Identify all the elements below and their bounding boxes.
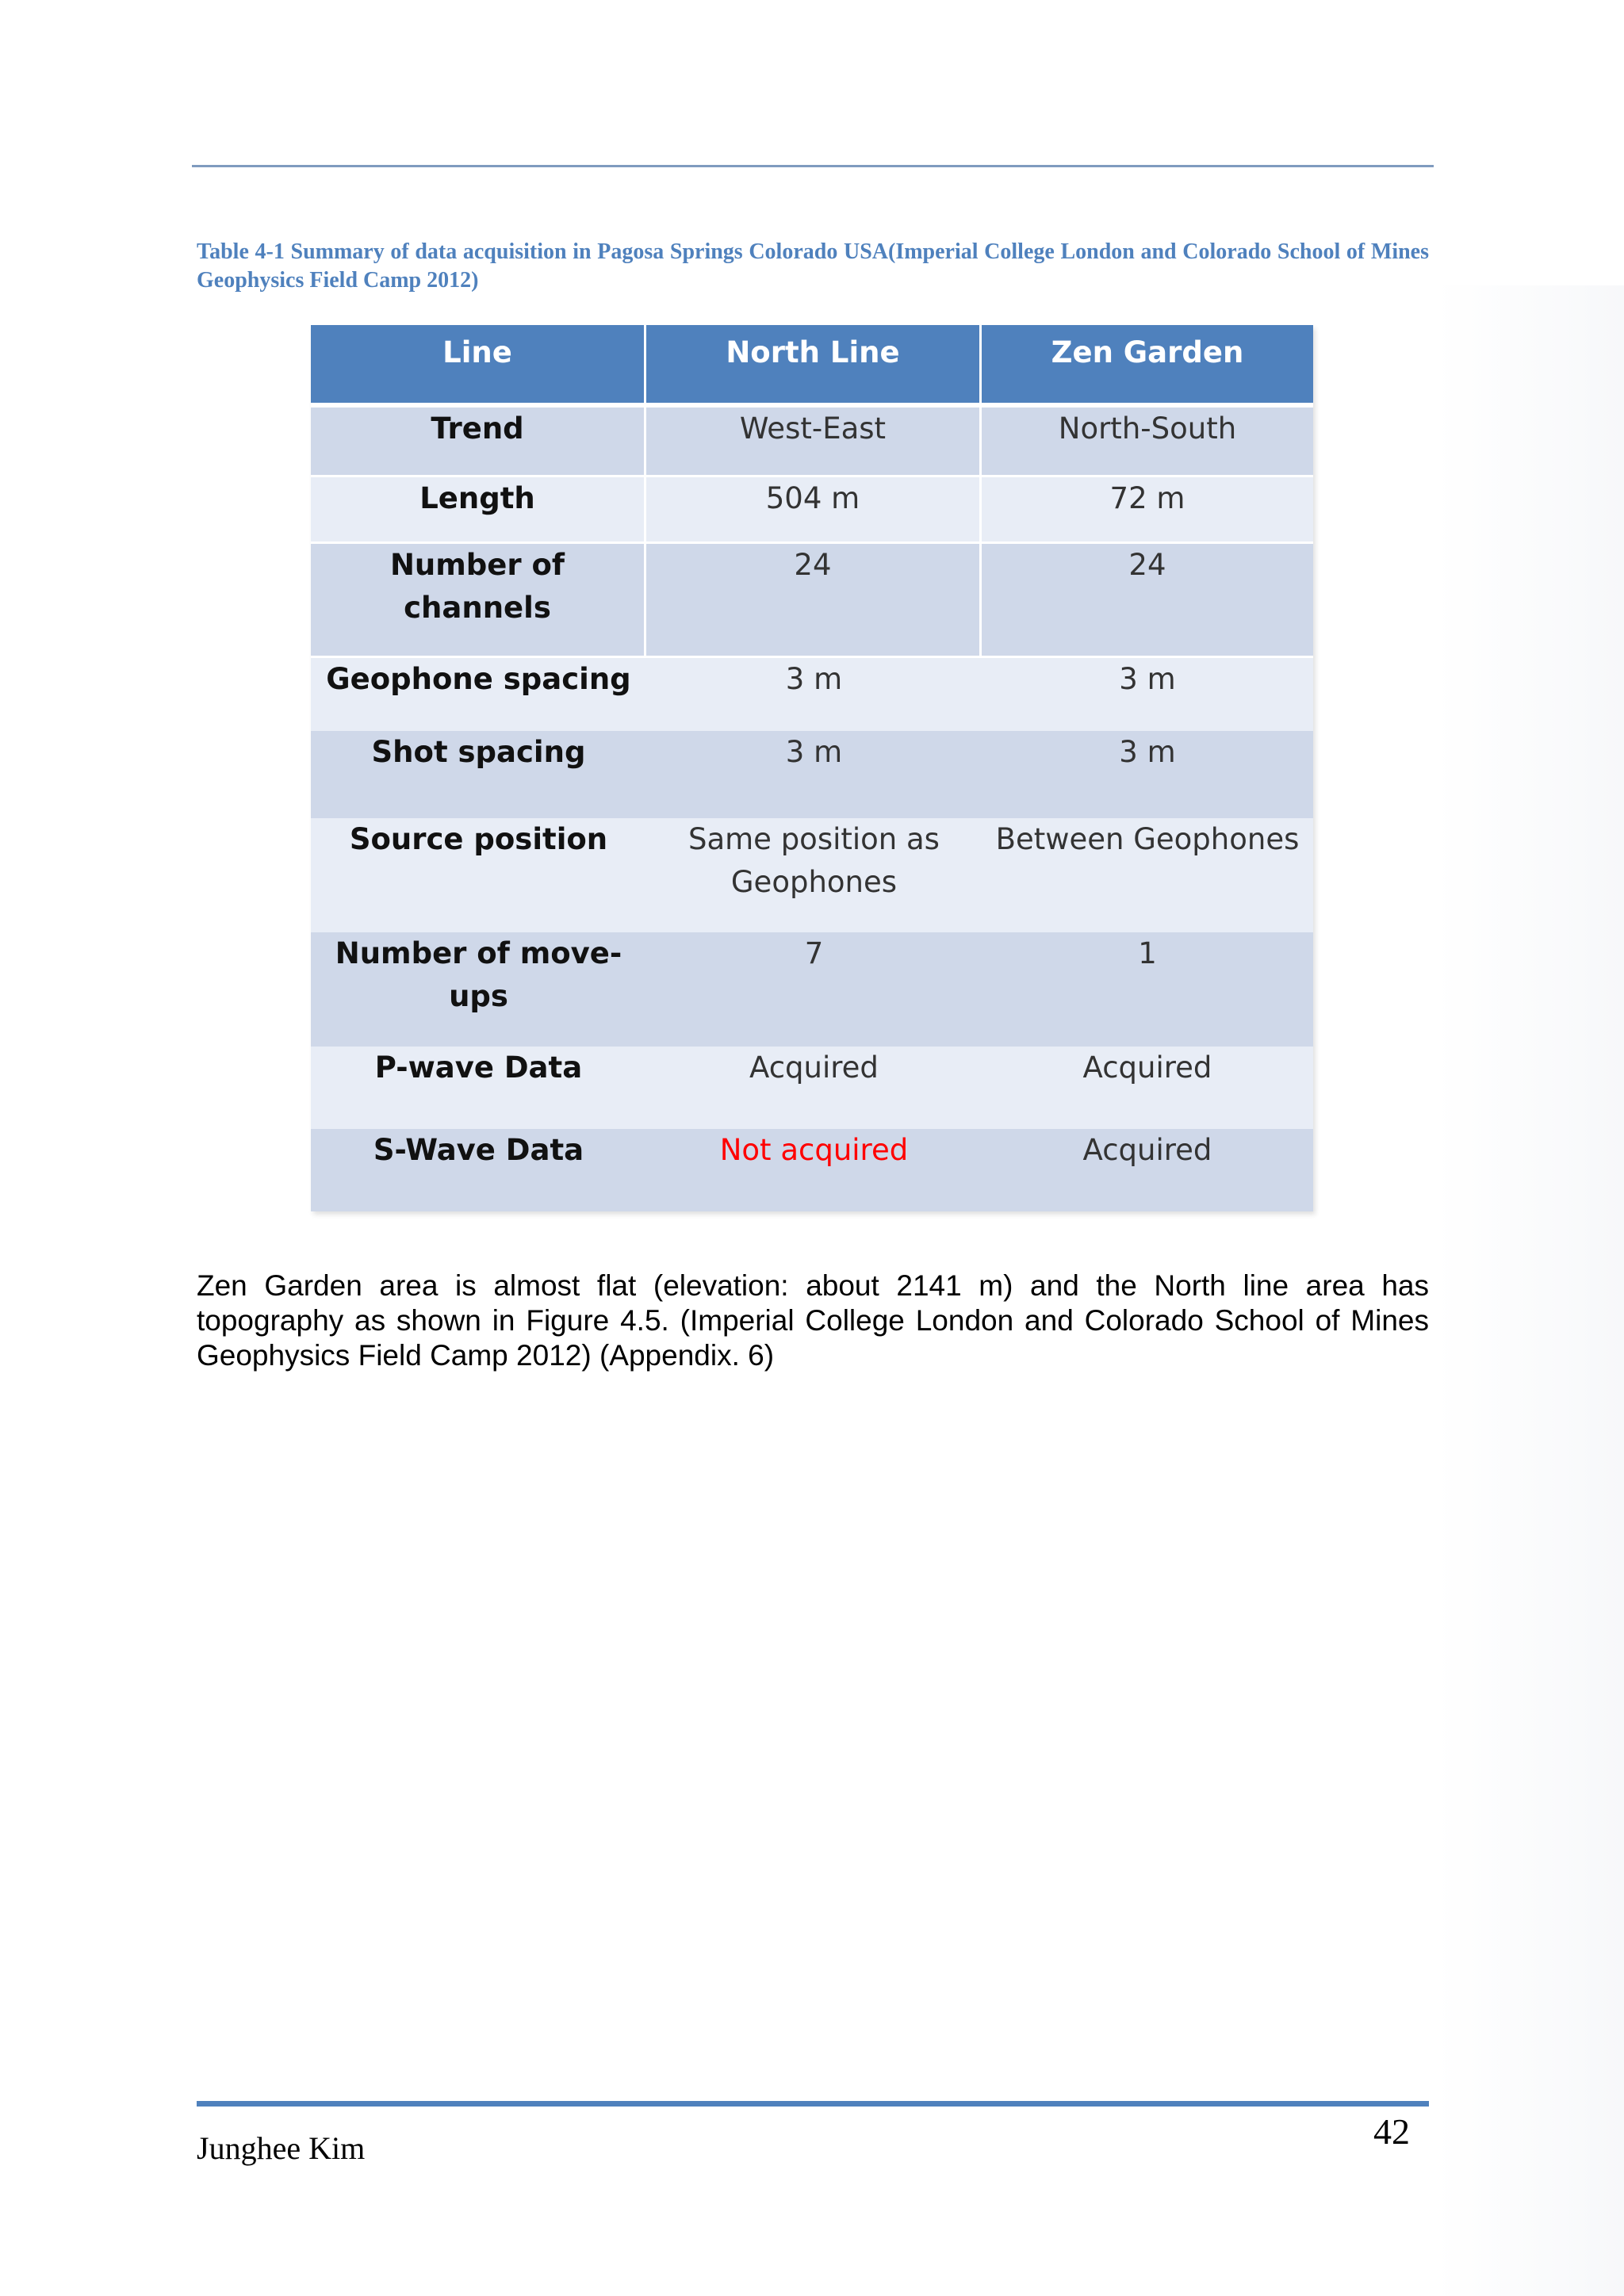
cell-north-p-wave: Acquired xyxy=(646,1047,982,1129)
cell-north-trend: West-East xyxy=(646,408,982,477)
footer-author: Junghee Kim xyxy=(197,2130,366,2166)
table-row xyxy=(311,477,1313,544)
table-caption: Table 4-1 Summary of data acquisition in Pagosa Springs Colorado USA(Imperial College London and Colorado School of Mines Geophysics Field Camp 2012) xyxy=(197,239,1429,293)
body-paragraph: Zen Garden area is almost flat (elevation: about 2141 m) and the North line area has topography as shown in Figure 4.5. (Imperial College London and Colorado School of Mines Geophysics Field Camp 2012) (Appendix. 6) xyxy=(197,1269,1429,1372)
row-label-p-wave: P-wave Data xyxy=(311,1047,646,1129)
page-edge-shade xyxy=(1435,285,1624,2296)
table-row xyxy=(311,818,1313,932)
cell-zen-channels: 24 xyxy=(982,544,1313,658)
row-label-shot-spacing: Shot spacing xyxy=(311,731,646,818)
cell-north-channels: 24 xyxy=(646,544,982,658)
row-label-source-position: Source position xyxy=(311,818,646,932)
row-label-move-ups: Number of move-ups xyxy=(311,932,646,1047)
cell-zen-s-wave: Acquired xyxy=(982,1129,1313,1211)
cell-zen-geophone-spacing: 3 m xyxy=(982,658,1313,731)
footer-rule xyxy=(197,2101,1429,2107)
cell-north-shot-spacing: 3 m xyxy=(646,731,982,818)
table-row xyxy=(311,731,1313,818)
data-acquisition-table xyxy=(311,325,1313,1211)
table-row xyxy=(311,932,1313,1047)
row-label-geophone-spacing: Geophone spacing xyxy=(311,658,646,731)
cell-zen-source-position: Between Geophones xyxy=(982,818,1313,932)
cell-north-source-position: Same position as Geophones xyxy=(646,818,982,932)
page-number: 42 xyxy=(1373,2111,1410,2152)
table-header-row xyxy=(311,325,1313,408)
table-row xyxy=(311,1047,1313,1129)
cell-north-geophone-spacing: 3 m xyxy=(646,658,982,731)
row-label-s-wave: S-Wave Data xyxy=(311,1129,646,1211)
cell-north-length: 504 m xyxy=(646,477,982,544)
cell-zen-shot-spacing: 3 m xyxy=(982,731,1313,818)
cell-north-s-wave: Not acquired xyxy=(646,1129,982,1211)
cell-zen-length: 72 m xyxy=(982,477,1313,544)
cell-north-move-ups: 7 xyxy=(646,932,982,1047)
header-zen-garden: Zen Garden xyxy=(982,325,1313,408)
cell-zen-move-ups: 1 xyxy=(982,932,1313,1047)
cell-zen-trend: North-South xyxy=(982,408,1313,477)
cell-zen-p-wave: Acquired xyxy=(982,1047,1313,1129)
table-row xyxy=(311,408,1313,477)
row-label-channels: Number of channels xyxy=(311,544,646,658)
table-row xyxy=(311,1129,1313,1211)
row-label-trend: Trend xyxy=(311,408,646,477)
header-line: Line xyxy=(311,325,646,408)
header-rule xyxy=(192,165,1434,167)
table-row xyxy=(311,658,1313,731)
row-label-length: Length xyxy=(311,477,646,544)
header-north-line: North Line xyxy=(646,325,982,408)
table-row xyxy=(311,544,1313,658)
